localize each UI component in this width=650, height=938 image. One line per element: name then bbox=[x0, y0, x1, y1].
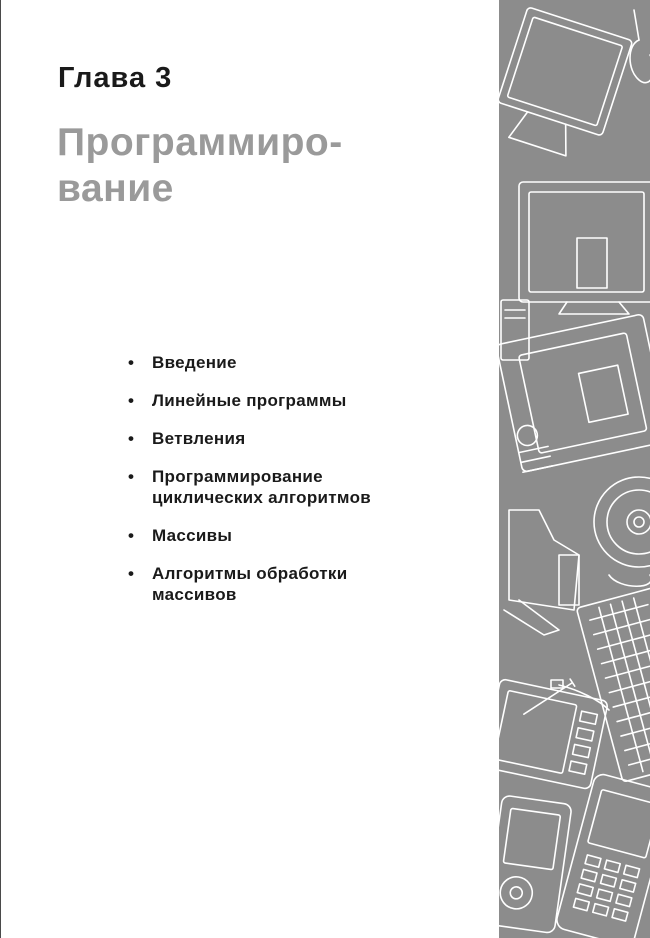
bullet-icon: • bbox=[128, 391, 135, 410]
monitor-icon bbox=[499, 7, 633, 165]
chapter-title-line: Программиро- bbox=[57, 121, 343, 164]
list-item-text: Введение bbox=[152, 353, 237, 372]
list-item bbox=[128, 428, 468, 449]
decorative-side-panel bbox=[499, 0, 650, 938]
bullet-icon: • bbox=[128, 467, 135, 486]
bullet-icon: • bbox=[128, 526, 135, 545]
mp3-player-icon bbox=[499, 795, 572, 933]
list-item bbox=[128, 525, 468, 546]
list-item-text: циклических алгоритмов bbox=[152, 488, 372, 507]
list-item-text: Алгоритмы обработки bbox=[152, 564, 348, 583]
list-item-text: массивов bbox=[152, 585, 237, 604]
printer-icon bbox=[499, 314, 650, 472]
chapter-contents-list bbox=[128, 352, 468, 622]
bullet-icon: • bbox=[128, 564, 135, 583]
chapter-title-line: вание bbox=[57, 167, 174, 210]
devices-illustration bbox=[499, 0, 650, 938]
computer-case-icon bbox=[501, 300, 529, 360]
list-item bbox=[128, 563, 468, 605]
list-item bbox=[128, 466, 468, 508]
lcd-monitor-icon bbox=[519, 182, 650, 314]
list-item bbox=[128, 352, 468, 373]
mobile-phone-icon bbox=[555, 772, 650, 938]
list-item-text: Массивы bbox=[152, 526, 233, 545]
tablet-icon bbox=[499, 665, 611, 790]
list-item bbox=[128, 390, 468, 411]
list-item-text: Ветвления bbox=[152, 429, 246, 448]
scanner-icon bbox=[504, 510, 579, 635]
chapter-title bbox=[57, 120, 477, 212]
bullet-icon: • bbox=[128, 353, 135, 372]
mouse-icon bbox=[630, 10, 650, 83]
list-item-text: Линейные программы bbox=[152, 391, 347, 410]
keyboard-icon bbox=[576, 588, 650, 783]
list-item-text: Программирование bbox=[152, 467, 323, 486]
bullet-icon: • bbox=[128, 429, 135, 448]
page-edge bbox=[0, 0, 1, 938]
chapter-number: Глава 3 bbox=[58, 62, 173, 94]
cd-disc-icon bbox=[594, 477, 650, 586]
